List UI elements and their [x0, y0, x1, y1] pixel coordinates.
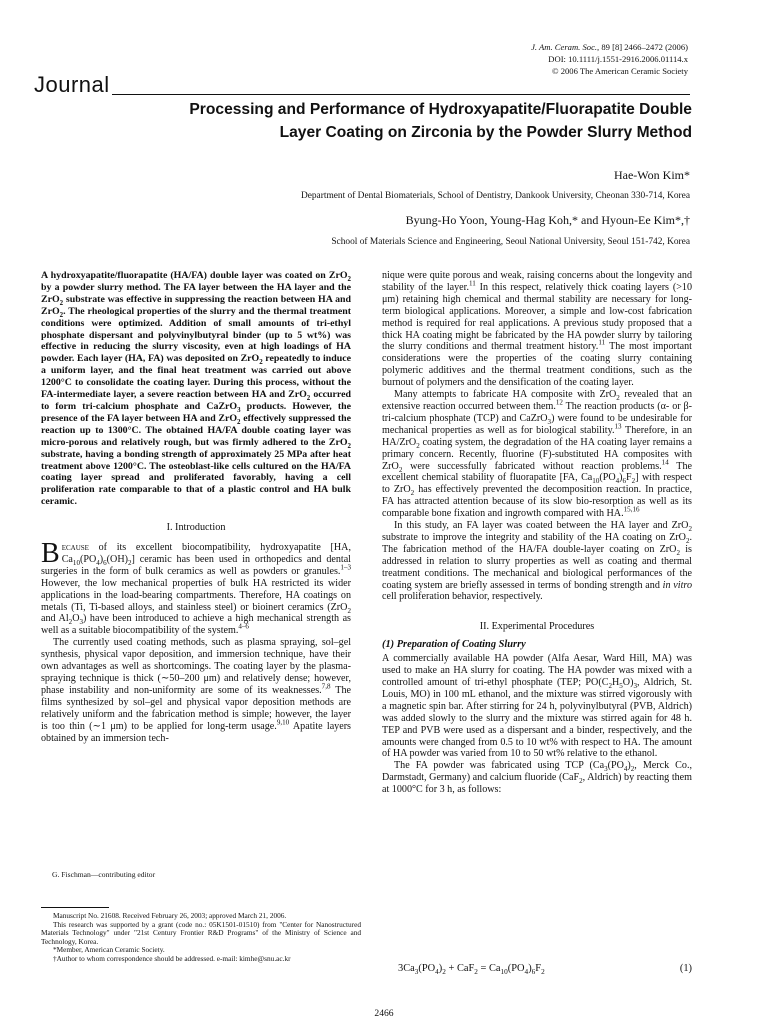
author-2: Byung-Ho Yoon, Young-Hag Koh,* and Hyoun-Ee Kim*,†	[405, 213, 690, 227]
subsection-heading-slurry: (1) Preparation of Coating Slurry	[382, 639, 526, 651]
body-text: O	[72, 613, 80, 625]
abstract-text: substrate, having a bonding strength of approximately 25 MPa after heat treatment above 1200°C. The osteoblast-like cells cultured on the HA/FA coating layer spread and proliferated favorably, having a cell proliferation rate comparable to that of a plastic control and HA bulk ceramic.	[41, 448, 351, 508]
body-text: Many attempts to fabricate HA composite with ZrO	[394, 389, 617, 401]
body-text: were successfully fabricated without reaction problems.	[402, 460, 662, 472]
left-column	[41, 270, 351, 744]
body-text: Apatite layers obtained by an immersion tech-	[41, 720, 351, 744]
small-caps-word: ecause	[61, 542, 89, 554]
body-text: ) have been introduced to achieve a high mechanical strength as well as a suitable biocompatibility of the system.	[41, 613, 351, 637]
body-text: In this respect, relatively thick coating layers (>10 μm) retaining high chemical and thermal stability are necessary for long-term biological applications. Moreover, a simple and low-cost fabrication method is required for real applications. A previous study proposed that a thick HA coating might be fabricated by the HA powder slurry by tailoring the slurry conditions and thermal treatment history.	[382, 281, 692, 353]
journal-abbrev: J. Am. Ceram. Soc.	[531, 42, 598, 52]
abstract-text: occurred to form tri-calcium phosphate and CaZrO	[41, 389, 351, 412]
body-text: The excellent chemical stability of fluorapatite [FA, Ca	[382, 460, 692, 484]
body-text: (OH)	[106, 553, 128, 565]
body-text: of its excellent biocompatibility, hydroxyapatite [HA, Ca	[61, 542, 351, 565]
body-text: cell proliferation behavior, respectively.	[382, 591, 543, 603]
intro-paragraph-2: The currently used coating methods, such as plasma spraying, sol–gel synthesis, physical vapor deposition, and immersion technique, have their own advantages as well as shortcomings. The coating layer by the plasma-spraying technique is thick (∼50–200 μm) and relatively dense; however, phase instability and non-uniformity are some of its weaknesses.$^{7,8}$ The films synthesized by sol–gel and physical vapor deposition methods are relatively uniform and the fabrication method is simple; however, the layer is too thin (∼1 μm) to be applied for long-term usage.$^{9,10}$ Apatite layers obtained by an immersion tech-	[41, 637, 351, 744]
body-text: revealed that an extensive reaction occurred between them.	[382, 389, 692, 412]
body-text: )	[627, 760, 631, 772]
equation-1	[398, 963, 692, 977]
body-text: is addressed in relation to slurry properties as well as coating and thermal treatment conditions. The mechanical and biological performances of the coating system are briefly assessed in terms of bonding strength and	[382, 543, 692, 591]
paper-title	[80, 98, 692, 144]
body-text: O)	[622, 677, 634, 688]
intro-paragraph-1: Because of its excellent biocompatibility, hydroxyapatite [HA, $Ca_{10}(PO_4)_6(OH)_2$] ceramic has been used in orthopedics and dental surgeries in the form of bulk ceramics as well as powders or granules.$^{1-3}$ However, the low mechanical properties of bulk HA restricted its wider applications in the load-bearing compartments. Therefore, HA coatings on metals (Ti, Ti-based alloys, and stainless steel) or bioinert ceramics (ZrO$_2$ and $Al_2O_3$) have been introduced to achieve a high mechanical strength as well as a suitable biocompatibility of the system.$^{4-6}$	[41, 538, 351, 637]
body-text: In this study, an FA layer was coated between the HA layer and ZrO	[394, 520, 689, 532]
footnote-rule	[41, 907, 109, 908]
body-text: coating system, the degradation of the HA coating layer remains a primary concern. Recently, fluorine (F)-substituted HA composites with ZrO	[382, 436, 692, 472]
abstract-text: by a powder slurry method. The FA layer between the HA layer and the ZrO	[41, 281, 351, 305]
abstract-text: products. However, the presence of the FA layer between HA and ZrO	[41, 400, 351, 424]
body-text: (PO	[607, 760, 624, 772]
body-text: Therefore, in an HA/ZrO	[382, 424, 692, 448]
affiliation-1: Department of Dental Biomaterials, School of Dentistry, Dankook University, Cheonan 330-714, Korea	[300, 191, 690, 201]
footnotes	[41, 912, 361, 964]
footnote-correspondence: †Author to whom correspondence should be addressed. e-mail: kimhe@snu.ac.kr	[53, 953, 291, 963]
body-text: substrate to improve the integrity and stability of the HA coating on ZrO	[382, 531, 686, 543]
body-text: nique were quite porous and weak, raising concerns about the longevity and stability of the layer.	[382, 270, 692, 293]
citation-line-1	[531, 41, 688, 53]
title-line-1: Processing and Performance of Hydroxyapatite/Fluorapatite Double	[189, 101, 692, 118]
copyright-line: © 2006 The American Ceramic Society	[552, 66, 688, 76]
body-text: A commercially available HA powder (Alfa Aesar, Ward Hill, MA) was used to make an HA slurry for coating. The HA powder was mixed with a controlled amount of tri-ethyl phosphate (TEP; PO(C	[382, 653, 692, 688]
body-text: ) were found to be undesirable for mechanical properties as well as for biological stability.	[382, 412, 692, 436]
intro-paragraph-5: In this study, an FA layer was coated between the HA layer and ZrO$_2$ substrate to improve the integrity and stability of the HA coating on ZrO$_2$. The fabrication method of the HA/FA double-layer coating on ZrO$_2$ is addressed in relation to slurry properties as well as coating and thermal treatment conditions. The mechanical and biological performances of the coating system are briefly assessed in terms of bonding strength and in vitro cell proliferation behavior, respectively.	[382, 520, 692, 603]
body-text: , Merck Co., Darmstadt, Germany) and calcium fluoride (CaF	[382, 760, 693, 784]
section-heading-introduction: I. Introduction	[166, 522, 226, 534]
doi-line: DOI: 10.1111/j.1551-2916.2006.01114.x	[548, 54, 688, 64]
footnote-member: *Member, American Ceramic Society.	[53, 945, 165, 955]
abstract: A hydroxyapatite/fluorapatite (HA/FA) double layer was coated on ZrO$_2$ by a powder slurry method. The FA layer between the HA layer and the ZrO$_2$ substrate was effective in suppressing the reaction between HA and ZrO$_2$. The rheological properties of the slurry and the thermal treatment conditions were optimized. Addition of small amounts of tri-ethyl phosphate dispersant and polyvinylbutyral binder (up to 5 wt%) was effective in reducing the slurry viscosity, even at high loadings of HA powder. Each layer (HA, FA) was deposited on ZrO$_2$ repeatedly to induce a uniform layer, and the final heat treatment was carried out above 1200°C to consolidate the coating layer. During this process, without the FA-intermediate layer, a severe reaction between HA and ZrO$_2$ occurred to form tri-calcium phosphate and CaZrO$_3$ products. However, the presence of the FA layer between HA and ZrO$_2$ effectively suppressed the reaction up to 1300°C. The obtained HA/FA double coating layer was micro-porous and relatively rough, but was firmly adhered to the ZrO$_2$ substrate, having a bonding strength of approximately 25 MPa after heat treatment above 1200°C. The osteoblast-like cells cultured on the HA/FA coating layer spread and proliferated favorably, having a cell proliferation rate comparable to that of a plastic control and HA bulk ceramic.	[41, 270, 352, 508]
body-text: , Aldrich) by reacting them at 1000°C for 3 h, as follows:	[382, 772, 692, 796]
body-text: )	[619, 472, 623, 484]
intro-paragraph-4: Many attempts to fabricate HA composite with ZrO$_2$ revealed that an extensive reaction occurred between them.$^{12}$ The reaction products (α- or β-tri-calcium phosphate (TCP) and CaZrO$_3$) were found to be undesirable for mechanical properties as well as for biological stability.$^{13}$ Therefore, in an HA/ZrO$_2$ coating system, the degradation of the HA coating layer remains a primary concern. Recently, fluorine (F)-substituted HA composites with ZrO$_2$ were successfully fabricated without reaction problems.$^{14}$ The excellent chemical stability of fluorapatite [FA, $Ca_{10}(PO_4)_6F_2$] with respect to ZrO$_2$ has effectively prevented the decomposition reaction. In practice, FA has attracted attention because of its slow bio-resorption as well as its comparable bone fixation and ingrowth compared with HA.$^{15,16}$	[382, 389, 692, 520]
body-text: The most important considerations were the properties of the coating slurry containing polymeric additives and the thermal treatment conditions, such as the burnout of polymers and the densification of the coating layer.	[382, 341, 692, 389]
volume-pages: , 89 [8] 2466–2472 (2006)	[597, 42, 688, 52]
affiliation-2: School of Materials Science and Engineering, Seoul National University, Seoul 151-742, Korea	[331, 237, 690, 247]
right-column	[382, 270, 692, 796]
title-line-2: Layer Coating on Zirconia by the Powder Slurry Method	[279, 124, 692, 141]
section-heading-experimental: II. Experimental Procedures	[479, 621, 595, 633]
body-text: (PO	[599, 472, 616, 484]
drop-cap: B	[41, 538, 60, 570]
footnote-manuscript: Manuscript No. 21608. Received February 26, 2003; approved March 21, 2006.	[53, 911, 287, 920]
footnote-funding: This research was supported by a grant (code no.: 05K1501-01510) from "Center for Nanostructured Materials Technology" under "21st Century Frontier R&D Programs" of the Ministry of Science and Technology, Korea.	[41, 919, 361, 946]
body-text: (PO	[79, 553, 97, 565]
body-text: has effectively prevented the decomposition reaction. In practice, FA has attracted attention because of its slow bio-resorption as well as its comparable bone fixation and ingrowth compared with HA.	[382, 484, 692, 520]
body-text: ] with respect to ZrO	[382, 472, 692, 496]
body-text: H	[611, 677, 620, 688]
intro-paragraph-3: nique were quite porous and weak, raising concerns about the longevity and stability of the layer.$^{11}$ In this respect, relatively thick coating layers (>10 μm) retaining high chemical and thermal stability are necessary for long-term biological applications. Moreover, a simple and low-cost fabrication method is required for real applications. A previous study proposed that a thick HA coating might be fabricated by the HA powder slurry by tailoring the slurry conditions and thermal treatment history.$^{11}$ The most important considerations were the properties of the coating slurry containing polymeric additives and the thermal treatment conditions, such as the burnout of polymers and the densification of the coating layer.	[382, 270, 692, 389]
body-text: and Al	[41, 613, 69, 625]
body-text: The films synthesized by sol–gel and physical vapor deposition methods are relatively uniform and the fabrication method is simple; however, the layer is too thin (∼1 μm) to be applied for long-term usage.	[41, 684, 351, 732]
body-text: , Aldrich, St. Louis, MO) in 100 mL ethanol, and the mixture was stirred vigorously with a magnetic spin bar. After stirring for 24 h, polyvinylbutyral (PVB, Aldrich) was added slowly to the slurry and the mixture was stirred again for 48 h. TEP and PVB were used as a dispersant and a binder, respectively, and the amounts were changed from 0.5 to 10 wt% with respect to HA. The amount of HA powder was varied from 10 to 50 wt% relative to the ethanol.	[382, 677, 693, 760]
abstract-text: . The rheological properties of the slurry and the thermal treatment conditions were optimized. Addition of small amounts of tri-ethyl phosphate dispersant and polyvinylbutyral binder (up to 5 wt%) was effective in reducing the slurry viscosity, even at high loadings of HA powder. Each layer (HA, FA) was deposited on ZrO	[41, 305, 351, 365]
body-text: )	[99, 553, 104, 565]
equation-body: $3Ca_3(PO_4)_2 + CaF_2 = Ca_{10}(PO_4)_6F_2$	[398, 963, 545, 977]
body-text: . The fabrication method of the HA/FA double-layer coating on ZrO	[382, 531, 692, 555]
citation-block	[531, 41, 688, 77]
author-1: Hae-Won Kim*	[613, 168, 690, 182]
abstract-text: substrate was effective in suppressing the reaction between HA and ZrO	[41, 293, 351, 317]
italic-term: in vitro	[662, 579, 692, 591]
body-text: However, the low mechanical properties of bulk HA restricted its wider applications in the load-bearing compartments. Therefore, HA coatings on metals (Ti, Ti-based alloys, and stainless steel) or bioinert ceramics (ZrO	[41, 577, 351, 613]
experimental-paragraph-2: The FA powder was fabricated using TCP ($Ca_3(PO_4)_2$, Merck Co., Darmstadt, Germany) and calcium fluoride (CaF$_2$, Aldrich) by reacting them at 1000°C for 3 h, as follows:	[382, 760, 693, 796]
abstract-text: repeatedly to induce a uniform layer, and the final heat treatment was carried out above 1200°C to consolidate the coating layer. During this process, without the FA-intermediate layer, a severe reaction between HA and ZrO	[41, 353, 351, 401]
abstract-text: effectively suppressed the reaction up to 1300°C. The obtained HA/FA double coating layer was micro-porous and relatively rough, but was firmly adhered to the ZrO	[41, 412, 352, 448]
header-rule	[112, 94, 690, 95]
experimental-paragraph-1: A commercially available HA powder (Alfa Aesar, Ward Hill, MA) was used to make an HA slurry for coating. The HA powder was mixed with a controlled amount of tri-ethyl phosphate (TEP; $PO(C_2H_5O)_3$, Aldrich, St. Louis, MO) in 100 mL ethanol, and the mixture was stirred vigorously with a magnetic spin bar. After stirring for 24 h, polyvinylbutyral (PVB, Aldrich) was added slowly to the slurry and the mixture was stirred again for 48 h. TEP and PVB were used as a dispersant and a binder, respectively, and the amounts were changed from 0.5 to 10 wt% with respect to HA. The amount of HA powder was varied from 10 to 50 wt% relative to the ethanol.	[382, 653, 693, 760]
equation-number: (1)	[679, 963, 692, 974]
body-text: The FA powder was fabricated using TCP (Ca	[394, 760, 605, 772]
contributing-editor: G. Fischman—contributing editor	[52, 870, 156, 879]
journal-logo: Journal	[34, 72, 110, 97]
body-text: ] ceramic has been used in orthopedics and dental surgeries in the form of bulk ceramics as well as powders or granules.	[41, 553, 351, 577]
body-text: The reaction products (α- or β-tri-calcium phosphate (TCP) and CaZrO	[382, 400, 692, 424]
body-text: The currently used coating methods, such as plasma spraying, sol–gel synthesis, physical vapor deposition, and immersion technique, have their own advantages as well as shortcomings. The coating layer by the plasma-spraying technique is thick (∼50–200 μm) and relatively dense; however, phase instability and non-uniformity are some of its weaknesses.	[41, 637, 351, 696]
body-text: F	[626, 472, 632, 484]
abstract-text: A hydroxyapatite/fluorapatite (HA/FA) double layer was coated on ZrO	[41, 270, 348, 281]
page-number: 2466	[374, 1008, 394, 1019]
